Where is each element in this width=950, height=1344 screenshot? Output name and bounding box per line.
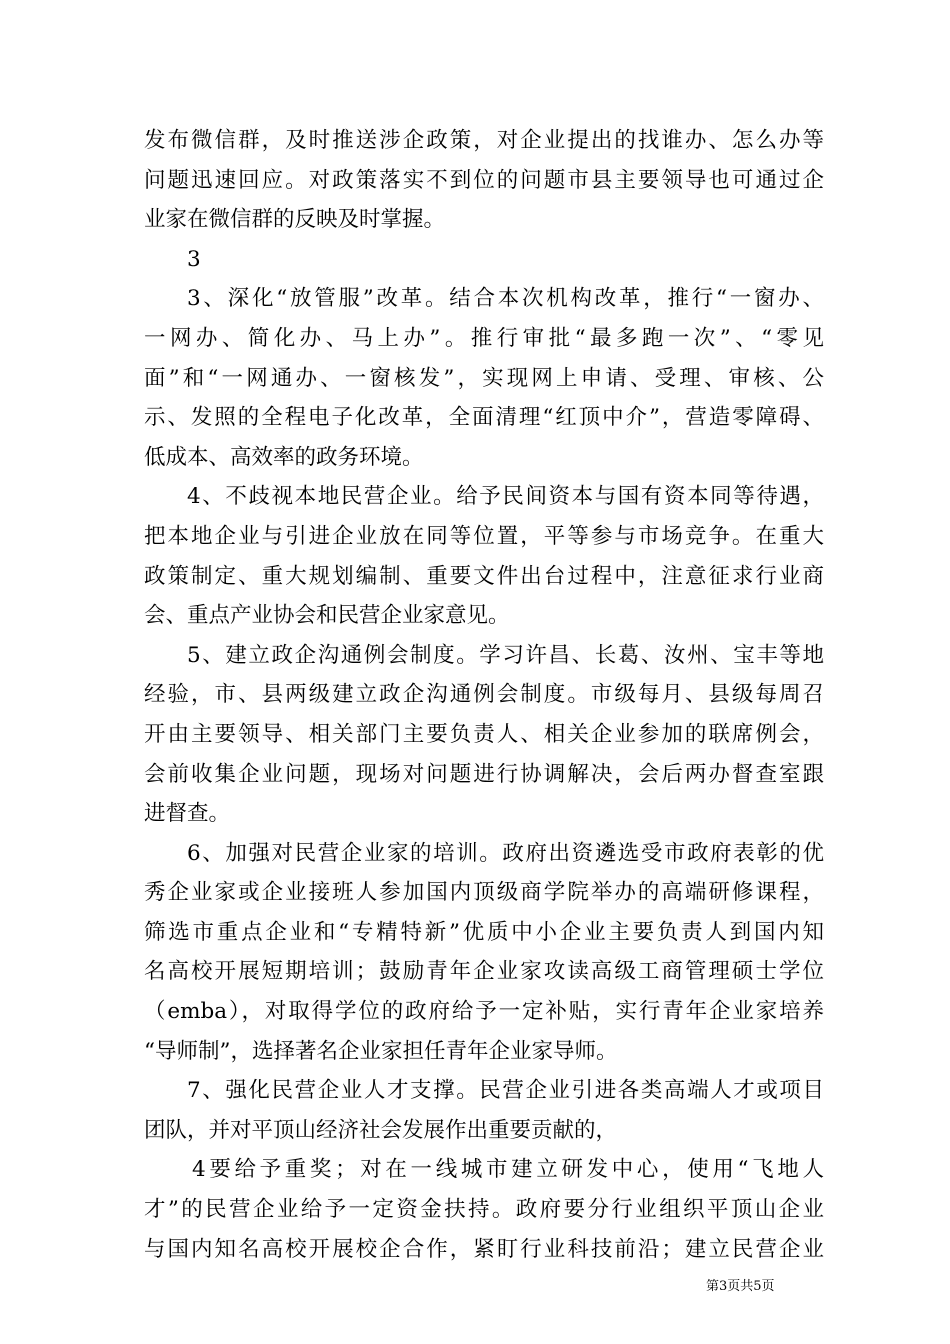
text-line: 3、深化“放管服”改革。结合本次机构改革，推行“一窗办、 (187, 286, 824, 312)
text-line: 团队，并对平顶山经济社会发展作出重要贡献的， (144, 1117, 618, 1143)
text-line: 4、不歧视本地民营企业。给予民间资本与国有资本同等待遇， (187, 484, 824, 510)
page-number: 第3页共5页 (706, 1279, 775, 1294)
text-line: 3 (187, 246, 201, 272)
text-line: 问题迅速回应。对政策落实不到位的问题市县主要领导也可通过企 (144, 167, 824, 193)
document-body (144, 121, 824, 1269)
text-line: 名高校开展短期培训；鼓励青年企业家攻读高级工商管理硕士学位 (144, 959, 824, 985)
text-line: 会、重点产业协会和民营企业家意见。 (144, 603, 510, 629)
text-line: 政策制定、重大规划编制、重要文件出台过程中，注意征求行业商 (144, 563, 824, 589)
text-line: 示、发照的全程电子化改革，全面清理“红顶中介”，营造零障碍、 (144, 405, 824, 431)
text-line: 把本地企业与引进企业放在同等位置，平等参与市场竞争。在重大 (144, 523, 824, 549)
text-line: 5、建立政企沟通例会制度。学习许昌、长葛、汝州、宝丰等地 (187, 642, 824, 668)
text-line: 业家在微信群的反映及时掌握。 (144, 207, 446, 233)
text-line: 6、加强对民营企业家的培训。政府出资遴选受市政府表彰的优 (187, 840, 824, 866)
text-line: 进督查。 (144, 801, 231, 827)
text-line: 发布微信群，及时推送涉企政策，对企业提出的找谁办、怎么办等 (144, 128, 824, 153)
text-line: 才”的民营企业给予一定资金扶持。政府要分行业组织平顶山企业 (144, 1197, 824, 1223)
text-line: 低成本、高效率的政务环境。 (144, 444, 424, 470)
text-line: 开由主要领导、相关部门主要负责人、相关企业参加的联席例会， (144, 721, 824, 747)
text-line: 会前收集企业问题，现场对问题进行协调解决，会后两办督查室跟 (144, 761, 824, 787)
text-line: 秀企业家或企业接班人参加国内顶级商学院举办的高端研修课程， (144, 880, 824, 906)
text-line: 面”和“一网通办、一窗核发”，实现网上申请、受理、审核、公 (144, 365, 824, 391)
text-line: “导师制”，选择著名企业家担任青年企业家导师。 (144, 1038, 618, 1064)
text-line: 4要给予重奖；对在一线城市建立研发中心，使用“飞地人 (192, 1157, 824, 1183)
text-line: 一网办、简化办、马上办”。推行审批“最多跑一次”、“零见 (144, 325, 824, 351)
text-line: 7、强化民营企业人才支撑。民营企业引进各类高端人才或项目 (187, 1078, 824, 1104)
text-line: （emba），对取得学位的政府给予一定补贴，实行青年企业家培养 (144, 999, 824, 1025)
text-line: 经验，市、县两级建立政企沟通例会制度。市级每月、县级每周召 (144, 682, 824, 708)
text-line: 与国内知名高校开展校企合作，紧盯行业科技前沿；建立民营企业 (144, 1236, 824, 1262)
text-line: 筛选市重点企业和“专精特新”优质中小企业主要负责人到国内知 (144, 919, 824, 945)
